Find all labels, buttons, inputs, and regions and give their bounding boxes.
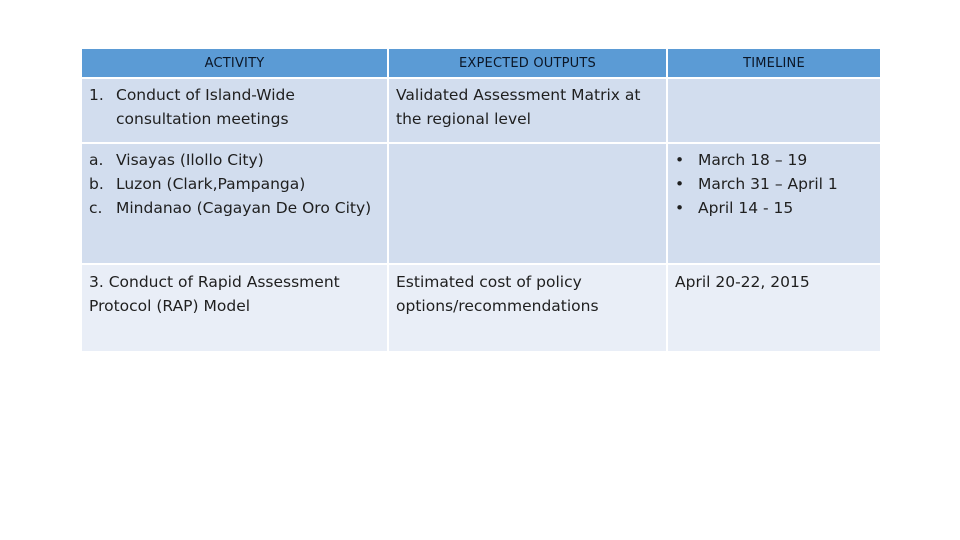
numbered-item: [89, 83, 381, 131]
cell-expected-output: Validated Assessment Matrix at the regional level: [388, 78, 667, 143]
table-row: [81, 143, 881, 264]
bullet-icon: •: [675, 151, 685, 169]
item-text: March 31 – April 1: [698, 175, 838, 193]
lettered-item: [89, 172, 381, 196]
cell-timeline: [667, 78, 881, 143]
cell-activity: 3. Conduct of Rapid Assessment Protocol (RAP) Model: [81, 264, 388, 352]
item-text: March 18 – 19: [698, 151, 808, 169]
activity-matrix-table: [80, 47, 882, 353]
table-row: [81, 78, 881, 143]
cell-timeline: April 20-22, 2015: [667, 264, 881, 352]
header-activity: ACTIVITY: [81, 48, 388, 78]
timeline-bullet-list: [675, 148, 874, 220]
item-text: Luzon (Clark,Pampanga): [116, 175, 306, 193]
cell-timeline: [667, 143, 881, 264]
item-text: Conduct of Island-Wide consultation meetings: [116, 86, 295, 128]
item-letter: a.: [89, 151, 104, 169]
header-timeline: TIMELINE: [667, 48, 881, 78]
item-text: April 14 - 15: [698, 199, 794, 217]
list-item: [675, 148, 874, 172]
cell-expected-output: [388, 143, 667, 264]
table-header-row: [81, 48, 881, 78]
header-expected-outputs: EXPECTED OUTPUTS: [388, 48, 667, 78]
table-row: [81, 264, 881, 352]
item-text: Visayas (Ilollo City): [116, 151, 264, 169]
bullet-icon: •: [675, 199, 685, 217]
cell-activity: [81, 78, 388, 143]
item-text: Mindanao (Cagayan De Oro City): [116, 199, 372, 217]
cell-activity: [81, 143, 388, 264]
lettered-item: [89, 196, 381, 220]
item-number: 1.: [89, 86, 104, 104]
item-letter: c.: [89, 199, 103, 217]
lettered-item: [89, 148, 381, 172]
cell-expected-output: Estimated cost of policy options/recommendations: [388, 264, 667, 352]
list-item: [675, 172, 874, 196]
item-letter: b.: [89, 175, 104, 193]
list-item: [675, 196, 874, 220]
bullet-icon: •: [675, 175, 685, 193]
